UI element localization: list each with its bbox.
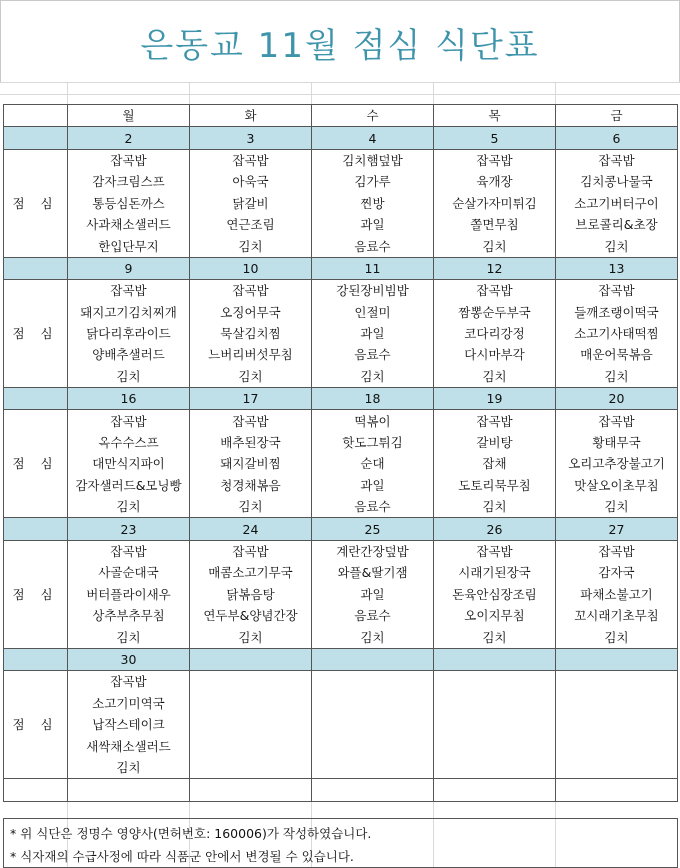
weekday-header: 수 xyxy=(312,105,434,127)
menu-item: 도토리묵무침 xyxy=(434,475,556,496)
menu-item: 잡곡밥 xyxy=(190,280,312,302)
page-title: 은동교 11월 점심 식단표 xyxy=(140,26,540,66)
menu-item: 김가루 xyxy=(312,171,434,192)
date-corner xyxy=(4,648,68,670)
menu-item xyxy=(190,671,312,693)
menu-item: 잡곡밥 xyxy=(190,540,312,562)
menu-row xyxy=(4,671,678,693)
menu-item xyxy=(556,757,678,779)
menu-row xyxy=(4,344,678,365)
menu-item xyxy=(312,757,434,779)
menu-item: 잡곡밥 xyxy=(556,540,678,562)
menu-item: 상추부추무침 xyxy=(68,605,190,626)
menu-item: 잡채 xyxy=(434,453,556,474)
menu-item: 김치 xyxy=(190,496,312,518)
date-row xyxy=(4,257,678,279)
menu-item: 한입단무지 xyxy=(68,235,190,257)
menu-item: 잡곡밥 xyxy=(556,410,678,432)
menu-item: 과일 xyxy=(312,214,434,235)
date-cell: 4 xyxy=(312,127,434,149)
empty-cell xyxy=(4,779,68,801)
header-corner xyxy=(4,105,68,127)
menu-item: 대만식지파이 xyxy=(68,453,190,474)
menu-item: 음료수 xyxy=(312,496,434,518)
empty-cell xyxy=(312,779,434,801)
menu-item xyxy=(434,735,556,756)
menu-item: 잡곡밥 xyxy=(68,149,190,171)
menu-item: 양배추샐러드 xyxy=(68,344,190,365)
date-cell: 25 xyxy=(312,518,434,540)
date-corner xyxy=(4,127,68,149)
menu-item: 과일 xyxy=(312,475,434,496)
menu-item: 소고기미역국 xyxy=(68,693,190,714)
menu-item: 오징어무국 xyxy=(190,302,312,323)
empty-row xyxy=(4,779,678,801)
menu-item: 잡곡밥 xyxy=(68,410,190,432)
menu-item: 연근조림 xyxy=(190,214,312,235)
menu-item: 김치 xyxy=(434,496,556,518)
menu-item: 잡곡밥 xyxy=(434,540,556,562)
menu-item: 브로콜리&초장 xyxy=(556,214,678,235)
date-cell: 20 xyxy=(556,388,678,410)
menu-item: 김치 xyxy=(190,626,312,648)
menu-item: 과일 xyxy=(312,584,434,605)
menu-item: 소고기사태떡찜 xyxy=(556,323,678,344)
menu-table xyxy=(3,104,678,802)
menu-item: 잡곡밥 xyxy=(556,149,678,171)
menu-item: 닭갈비 xyxy=(190,193,312,214)
date-cell: 2 xyxy=(68,127,190,149)
menu-row xyxy=(4,214,678,235)
menu-item: 잡곡밥 xyxy=(68,280,190,302)
menu-item xyxy=(556,693,678,714)
menu-row xyxy=(4,714,678,735)
menu-item: 묵살김치찜 xyxy=(190,323,312,344)
menu-item xyxy=(556,671,678,693)
menu-item: 감자샐러드&모닝빵 xyxy=(68,475,190,496)
menu-row xyxy=(4,693,678,714)
date-cell: 30 xyxy=(68,648,190,670)
date-cell: 24 xyxy=(190,518,312,540)
date-cell: 26 xyxy=(434,518,556,540)
note-nutritionist: * 위 식단은 정명수 영양사(면허번호: 160006)가 작성하였습니다. xyxy=(10,826,372,841)
menu-item: 감자크림스프 xyxy=(68,171,190,192)
empty-cell xyxy=(190,779,312,801)
menu-item: 잡곡밥 xyxy=(434,410,556,432)
menu-item: 버터플라이새우 xyxy=(68,584,190,605)
date-cell: 23 xyxy=(68,518,190,540)
menu-item: 오리고추장불고기 xyxy=(556,453,678,474)
menu-item: 오이지무침 xyxy=(434,605,556,626)
menu-item xyxy=(312,693,434,714)
menu-item: 사과채소샐러드 xyxy=(68,214,190,235)
menu-item: 납작스테이크 xyxy=(68,714,190,735)
menu-item: 김치 xyxy=(556,235,678,257)
menu-item: 통등심돈까스 xyxy=(68,193,190,214)
meal-label: 점 심 xyxy=(4,280,68,388)
menu-row xyxy=(4,302,678,323)
menu-item: 배추된장국 xyxy=(190,432,312,453)
menu-row xyxy=(4,366,678,388)
menu-item xyxy=(434,671,556,693)
menu-item: 김치 xyxy=(434,235,556,257)
menu-item xyxy=(190,714,312,735)
menu-item: 김치 xyxy=(556,626,678,648)
meal-label: 점 심 xyxy=(4,671,68,779)
menu-item: 쫄면무침 xyxy=(434,214,556,235)
menu-item: 김치 xyxy=(434,626,556,648)
menu-item: 육개장 xyxy=(434,171,556,192)
menu-item: 김치 xyxy=(312,626,434,648)
date-cell: 5 xyxy=(434,127,556,149)
menu-item xyxy=(312,735,434,756)
menu-row xyxy=(4,626,678,648)
menu-item: 김치 xyxy=(68,626,190,648)
date-cell: 27 xyxy=(556,518,678,540)
menu-item: 매콤소고기무국 xyxy=(190,562,312,583)
menu-item: 코다리강정 xyxy=(434,323,556,344)
notes-box xyxy=(3,818,678,868)
menu-item xyxy=(434,714,556,735)
date-cell: 16 xyxy=(68,388,190,410)
menu-item xyxy=(434,757,556,779)
weekday-header: 금 xyxy=(556,105,678,127)
menu-row xyxy=(4,496,678,518)
menu-row xyxy=(4,605,678,626)
menu-item: 꼬시래기초무침 xyxy=(556,605,678,626)
date-cell: 10 xyxy=(190,257,312,279)
menu-item: 느버리버섯무침 xyxy=(190,344,312,365)
date-cell: 18 xyxy=(312,388,434,410)
menu-item: 감자국 xyxy=(556,562,678,583)
menu-item xyxy=(556,714,678,735)
menu-row xyxy=(4,432,678,453)
menu-item: 잡곡밥 xyxy=(190,410,312,432)
menu-item: 김치 xyxy=(556,366,678,388)
date-row xyxy=(4,388,678,410)
menu-row xyxy=(4,410,678,432)
menu-item: 파채소불고기 xyxy=(556,584,678,605)
menu-item: 김치 xyxy=(312,366,434,388)
menu-row xyxy=(4,453,678,474)
date-corner xyxy=(4,518,68,540)
menu-item: 인절미 xyxy=(312,302,434,323)
menu-item: 잡곡밥 xyxy=(434,149,556,171)
menu-item: 잡곡밥 xyxy=(190,149,312,171)
menu-item xyxy=(190,757,312,779)
menu-item: 잡곡밥 xyxy=(556,280,678,302)
grid-line xyxy=(0,94,680,95)
menu-item: 연두부&양념간장 xyxy=(190,605,312,626)
weekday-header: 목 xyxy=(434,105,556,127)
menu-item: 김치 xyxy=(434,366,556,388)
date-row xyxy=(4,518,678,540)
menu-item: 김치 xyxy=(68,366,190,388)
date-cell: 19 xyxy=(434,388,556,410)
menu-row xyxy=(4,757,678,779)
menu-item: 음료수 xyxy=(312,344,434,365)
date-corner xyxy=(4,257,68,279)
date-cell: 3 xyxy=(190,127,312,149)
menu-item: 돼지갈비찜 xyxy=(190,453,312,474)
weekday-header: 화 xyxy=(190,105,312,127)
menu-row xyxy=(4,540,678,562)
menu-item: 떡볶이 xyxy=(312,410,434,432)
menu-row xyxy=(4,193,678,214)
date-corner xyxy=(4,388,68,410)
menu-item xyxy=(312,714,434,735)
empty-cell xyxy=(434,779,556,801)
empty-cell xyxy=(556,779,678,801)
menu-item: 돈육안심장조림 xyxy=(434,584,556,605)
menu-item: 맛살오이초무침 xyxy=(556,475,678,496)
menu-item: 강된장비빔밥 xyxy=(312,280,434,302)
menu-item: 사골순대국 xyxy=(68,562,190,583)
menu-item: 황태무국 xyxy=(556,432,678,453)
menu-item xyxy=(312,671,434,693)
menu-item: 다시마부각 xyxy=(434,344,556,365)
meal-label: 점 심 xyxy=(4,410,68,518)
note-change: * 식자재의 수급사정에 따라 식품군 안에서 변경될 수 있습니다. xyxy=(10,849,354,864)
weekday-header-row xyxy=(4,105,678,127)
date-cell xyxy=(434,648,556,670)
menu-item xyxy=(556,735,678,756)
menu-item: 매운어묵볶음 xyxy=(556,344,678,365)
menu-item: 갈비탕 xyxy=(434,432,556,453)
menu-row xyxy=(4,235,678,257)
menu-item: 옥수수스프 xyxy=(68,432,190,453)
menu-row xyxy=(4,280,678,302)
date-cell: 11 xyxy=(312,257,434,279)
menu-item: 와플&딸기잼 xyxy=(312,562,434,583)
menu-item: 순살가자미튀김 xyxy=(434,193,556,214)
menu-item: 닭다리후라이드 xyxy=(68,323,190,344)
menu-item: 찐방 xyxy=(312,193,434,214)
menu-item xyxy=(190,735,312,756)
menu-item: 새싹채소샐러드 xyxy=(68,735,190,756)
date-cell: 6 xyxy=(556,127,678,149)
empty-cell xyxy=(68,779,190,801)
menu-item: 들깨조랭이떡국 xyxy=(556,302,678,323)
menu-item: 닭볶음탕 xyxy=(190,584,312,605)
menu-item: 아욱국 xyxy=(190,171,312,192)
date-row xyxy=(4,648,678,670)
menu-item: 시래기된장국 xyxy=(434,562,556,583)
menu-item: 음료수 xyxy=(312,235,434,257)
date-cell xyxy=(190,648,312,670)
menu-item: 과일 xyxy=(312,323,434,344)
menu-row xyxy=(4,562,678,583)
menu-item: 김치 xyxy=(556,496,678,518)
meal-label: 점 심 xyxy=(4,149,68,257)
menu-item: 잡곡밥 xyxy=(68,540,190,562)
menu-item xyxy=(434,693,556,714)
menu-item: 김치 xyxy=(190,235,312,257)
menu-item xyxy=(190,693,312,714)
menu-row xyxy=(4,149,678,171)
menu-item: 잡곡밥 xyxy=(68,671,190,693)
menu-row xyxy=(4,735,678,756)
menu-item: 김치 xyxy=(68,496,190,518)
menu-item: 짬뽕순두부국 xyxy=(434,302,556,323)
date-row xyxy=(4,127,678,149)
menu-item: 김치 xyxy=(68,757,190,779)
date-cell xyxy=(556,648,678,670)
menu-item: 계란간장덮밥 xyxy=(312,540,434,562)
menu-item: 청경채볶음 xyxy=(190,475,312,496)
date-cell: 9 xyxy=(68,257,190,279)
date-cell: 17 xyxy=(190,388,312,410)
menu-item: 김치햄덮밥 xyxy=(312,149,434,171)
menu-item: 김치 xyxy=(190,366,312,388)
menu-item: 순대 xyxy=(312,453,434,474)
meal-label: 점 심 xyxy=(4,540,68,648)
menu-row xyxy=(4,323,678,344)
date-cell: 13 xyxy=(556,257,678,279)
menu-item: 음료수 xyxy=(312,605,434,626)
menu-item: 김치콩나물국 xyxy=(556,171,678,192)
date-cell xyxy=(312,648,434,670)
menu-item: 잡곡밥 xyxy=(434,280,556,302)
menu-row xyxy=(4,475,678,496)
weekday-header: 월 xyxy=(68,105,190,127)
menu-item: 돼지고기김치찌개 xyxy=(68,302,190,323)
menu-item: 소고기버터구이 xyxy=(556,193,678,214)
date-cell: 12 xyxy=(434,257,556,279)
grid-line xyxy=(0,82,680,83)
menu-row xyxy=(4,584,678,605)
menu-row xyxy=(4,171,678,192)
menu-item: 핫도그튀김 xyxy=(312,432,434,453)
